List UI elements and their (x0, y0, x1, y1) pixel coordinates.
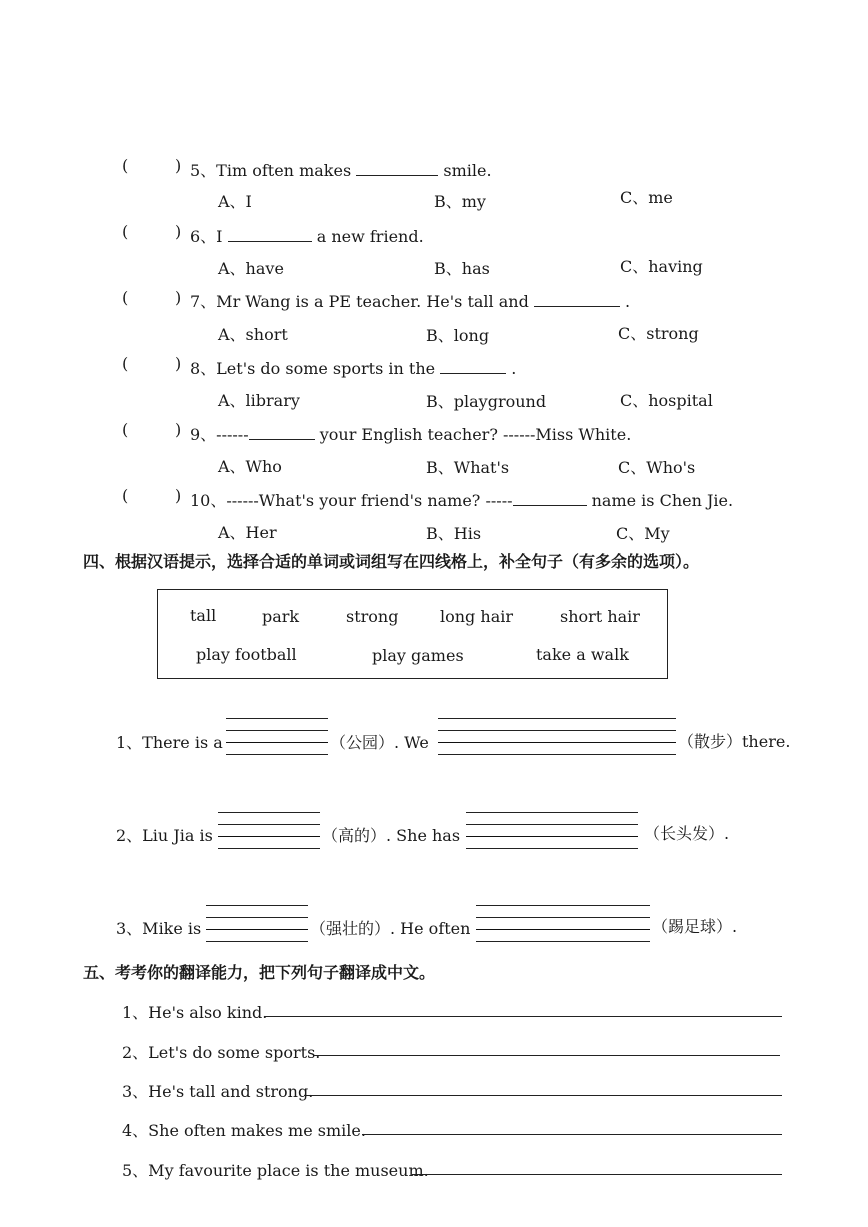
translation-answer-line[interactable] (412, 1174, 782, 1175)
translation-item-1: 1、He's also kind. (122, 1003, 268, 1022)
question-stem-5: 5、Tim often makes smile. (190, 161, 492, 180)
question-stem-6: 6、I a new friend. (190, 227, 424, 246)
answer-paren-open: ( (122, 222, 129, 241)
answer-paren-close: ) (175, 156, 182, 175)
option-a: A、Her (218, 523, 277, 542)
option-a: A、library (218, 391, 300, 410)
question-stem-8: 8、Let's do some sports in the . (190, 359, 517, 378)
answer-blank[interactable] (440, 361, 506, 374)
four-line-grid[interactable] (438, 718, 676, 756)
word-option: tall (190, 606, 217, 625)
option-b: B、my (434, 192, 486, 211)
answer-blank[interactable] (356, 163, 438, 176)
option-c: C、strong (618, 324, 699, 343)
word-option: short hair (560, 607, 640, 626)
answer-blank[interactable] (249, 427, 315, 440)
option-b: B、His (426, 524, 482, 543)
section-5-title: 五、考考你的翻译能力，把下列句子翻译成中文。 (83, 963, 436, 982)
translation-answer-line[interactable] (362, 1134, 782, 1135)
answer-blank[interactable] (513, 493, 587, 506)
translation-item-3: 3、He's tall and strong. (122, 1082, 314, 1101)
section-4-title: 四、根据汉语提示，选择合适的单词或词组写在四线格上，补全句子（有多余的选项）。 (83, 552, 700, 571)
four-line-grid[interactable] (226, 718, 328, 756)
option-b: B、What's (426, 458, 510, 477)
four-line-grid[interactable] (206, 905, 308, 943)
sentence-1-hint-1: （公园）. We (330, 733, 429, 752)
four-line-grid[interactable] (218, 812, 320, 850)
option-a: A、I (218, 192, 252, 211)
sentence-3-start: 3、Mike is (116, 919, 202, 938)
translation-answer-line[interactable] (264, 1016, 782, 1017)
word-option: park (262, 607, 300, 626)
option-c: C、Who's (618, 458, 696, 477)
translation-item-2: 2、Let's do some sports. (122, 1043, 321, 1062)
option-b: B、long (426, 326, 490, 345)
sentence-3-hint-1: （强壮的）. He often (310, 919, 471, 938)
option-c: C、having (620, 257, 703, 276)
translation-item-4: 4、She often makes me smile. (122, 1121, 366, 1140)
sentence-3-hint-2: （踢足球）. (652, 917, 738, 936)
word-bank-box (157, 589, 668, 679)
word-option: play football (196, 645, 297, 664)
translation-answer-line[interactable] (304, 1095, 782, 1096)
word-option: long hair (440, 607, 513, 626)
translation-item-5: 5、My favourite place is the museum. (122, 1161, 429, 1180)
sentence-2-hint-1: （高的）. She has (322, 826, 461, 845)
translation-answer-line[interactable] (314, 1055, 780, 1056)
four-line-grid[interactable] (466, 812, 638, 850)
question-stem-9: 9、------ your English teacher? ------Miss White. (190, 425, 632, 444)
option-a: A、short (218, 325, 288, 344)
option-c: C、My (616, 524, 670, 543)
answer-paren-close: ) (175, 420, 182, 439)
option-c: C、me (620, 188, 673, 207)
sentence-1-hint-2: （散步）there. (678, 732, 791, 751)
question-stem-10: 10、------What's your friend's name? ----- name is Chen Jie. (190, 491, 734, 510)
word-option: play games (372, 646, 464, 665)
four-line-grid[interactable] (476, 905, 650, 943)
question-stem-7: 7、Mr Wang is a PE teacher. He's tall and . (190, 292, 631, 311)
option-c: C、hospital (620, 391, 713, 410)
answer-paren-open: ( (122, 486, 129, 505)
sentence-1-start: 1、There is a (116, 733, 223, 752)
option-a: A、have (218, 259, 284, 278)
answer-blank[interactable] (228, 229, 312, 242)
sentence-2-start: 2、Liu Jia is (116, 826, 213, 845)
option-b: B、playground (426, 392, 547, 411)
word-option: take a walk (536, 645, 629, 664)
sentence-2-hint-2: （长头发）. (644, 824, 730, 843)
answer-paren-close: ) (175, 354, 182, 373)
option-a: A、Who (218, 457, 282, 476)
answer-paren-open: ( (122, 288, 129, 307)
word-option: strong (346, 607, 399, 626)
answer-paren-close: ) (175, 288, 182, 307)
answer-paren-open: ( (122, 354, 129, 373)
answer-paren-open: ( (122, 156, 129, 175)
answer-blank[interactable] (534, 294, 620, 307)
answer-paren-close: ) (175, 486, 182, 505)
answer-paren-close: ) (175, 222, 182, 241)
answer-paren-open: ( (122, 420, 129, 439)
option-b: B、has (434, 259, 490, 278)
